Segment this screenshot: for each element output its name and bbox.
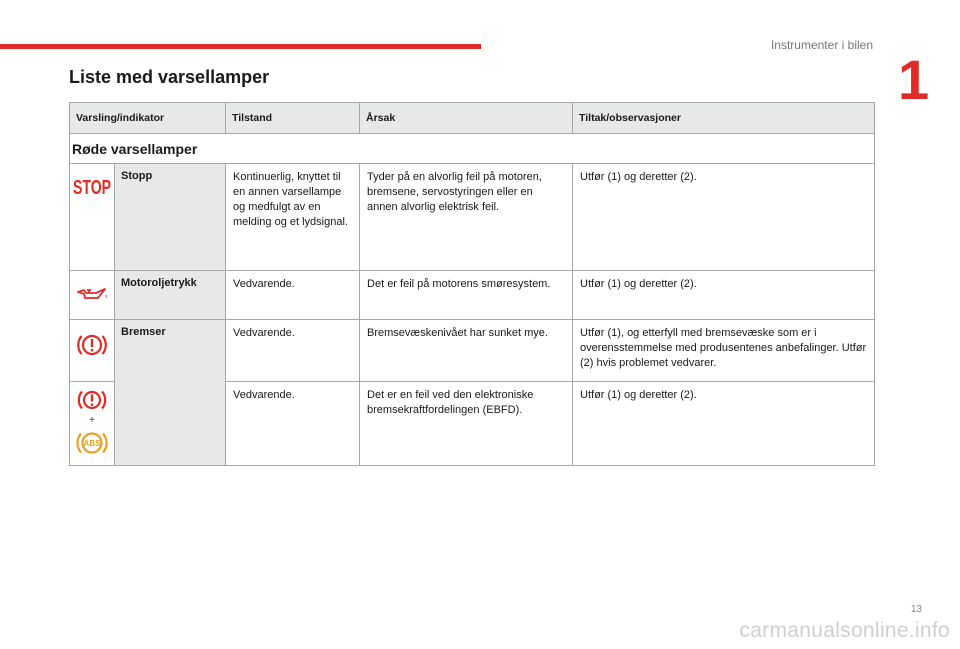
page-number: 13 bbox=[910, 604, 922, 615]
group-label: Røde varsellamper bbox=[70, 134, 875, 164]
lamp-cause: Tyder på en alvorlig feil på motoren, bremsene, servostyringen eller en annen alvorlig elektrisk feil. bbox=[360, 164, 573, 271]
stop-warning-icon bbox=[70, 164, 115, 271]
lamp-action: Utfør (1) og deretter (2). bbox=[573, 382, 875, 466]
lamp-state: Vedvarende. bbox=[226, 271, 360, 320]
watermark: carmanualsonline.info bbox=[739, 619, 950, 642]
page-title: Liste med varsellamper bbox=[69, 67, 270, 87]
section-title: Instrumenter i bilen bbox=[770, 38, 873, 52]
table-row bbox=[70, 271, 875, 320]
column-header-state: Tilstand bbox=[226, 103, 360, 134]
lamp-state: Vedvarende. bbox=[226, 382, 360, 466]
brake-warning-icon bbox=[70, 320, 115, 382]
plus-sign: + bbox=[89, 415, 95, 426]
table-row bbox=[70, 164, 875, 271]
header-accent-bar bbox=[0, 44, 481, 49]
warning-lamps-table bbox=[69, 102, 875, 466]
lamp-action: Utfør (1), og etterfyll med bremsevæske som er i overensstemmelse med produsentenes anbefalinger. Utfør (2) hvis problemet vedvarer. bbox=[573, 320, 875, 382]
group-row-red-lamps bbox=[70, 134, 875, 164]
table-header-row bbox=[70, 103, 875, 134]
abs-icon bbox=[75, 428, 109, 458]
lamp-name: Bremser bbox=[115, 320, 226, 466]
lamp-state: Kontinuerlig, knyttet til en annen varsellampe og medfulgt av en melding og et lydsignal. bbox=[226, 164, 360, 271]
chapter-number: 1 bbox=[898, 48, 930, 111]
column-header-indicator: Varsling/indikator bbox=[70, 103, 226, 134]
lamp-state: Vedvarende. bbox=[226, 320, 360, 382]
abs-icon-text: ABS bbox=[83, 439, 101, 448]
table-row bbox=[70, 320, 875, 382]
lamp-action: Utfør (1) og deretter (2). bbox=[573, 271, 875, 320]
stop-icon-text: STOP bbox=[73, 177, 111, 199]
lamp-action: Utfør (1) og deretter (2). bbox=[573, 164, 875, 271]
oil-can-icon bbox=[70, 271, 115, 320]
column-header-cause: Årsak bbox=[360, 103, 573, 134]
lamp-cause: Bremsevæskenivået har sunket mye. bbox=[360, 320, 573, 382]
brake-and-abs-icon bbox=[70, 382, 115, 466]
lamp-name: Stopp bbox=[115, 164, 226, 271]
column-header-action: Tiltak/observasjoner bbox=[573, 103, 875, 134]
lamp-cause: Det er feil på motorens smøresystem. bbox=[360, 271, 573, 320]
lamp-cause: Det er en feil ved den elektroniske bremsekraftfordelingen (EBFD). bbox=[360, 382, 573, 466]
brake-warning-icon bbox=[76, 387, 108, 413]
lamp-name: Motoroljetrykk bbox=[115, 271, 226, 320]
